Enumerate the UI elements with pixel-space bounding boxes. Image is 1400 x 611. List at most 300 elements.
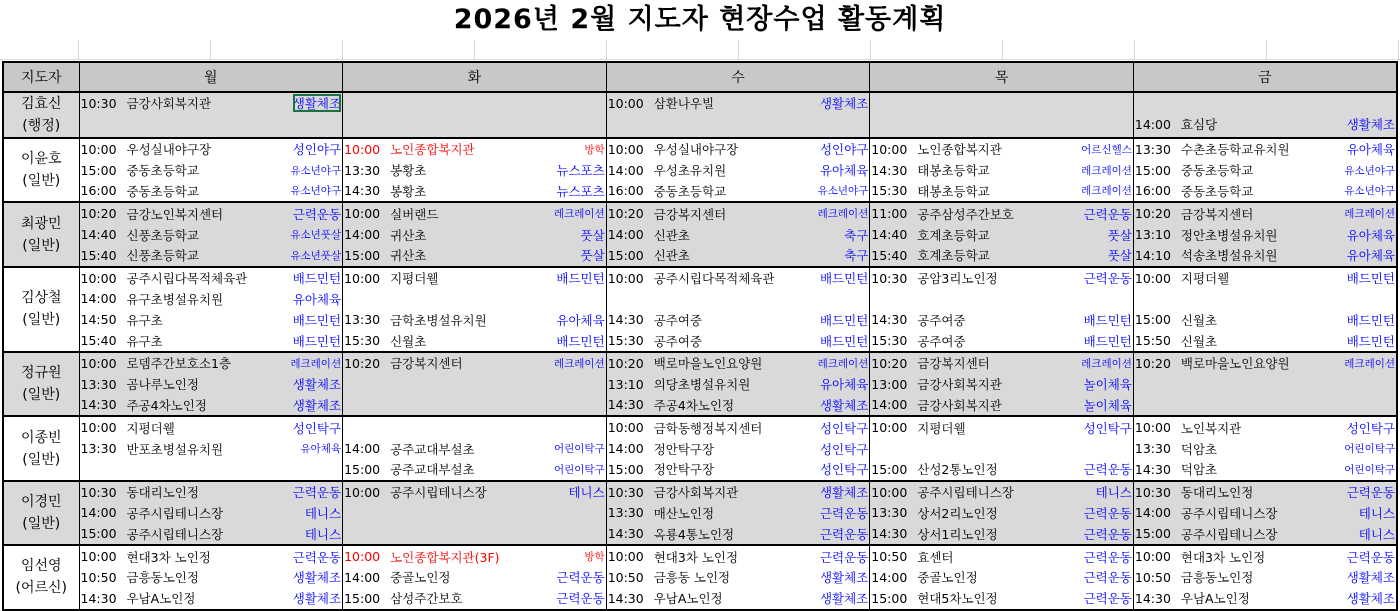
schedule-table bbox=[2, 61, 1398, 611]
day-cell[interactable] bbox=[870, 416, 1134, 480]
entry-place: 신풍초등학교 bbox=[126, 227, 199, 243]
entry-activity: 배드민턴 bbox=[1346, 271, 1395, 287]
day-cell[interactable] bbox=[343, 352, 607, 416]
leader-cell[interactable] bbox=[3, 416, 79, 480]
entry-activity: 성인탁구 bbox=[292, 420, 342, 436]
entry-activity: 배드민턴 bbox=[1083, 333, 1132, 349]
schedule-entry bbox=[80, 482, 343, 503]
header-row bbox=[3, 62, 1397, 92]
day-cell[interactable] bbox=[870, 92, 1134, 138]
entry-activity: 레크레이션 bbox=[1081, 164, 1132, 177]
day-cell[interactable] bbox=[79, 352, 343, 416]
entry-activity: 방학 bbox=[584, 143, 605, 156]
entry-time: 14:00 bbox=[344, 441, 381, 457]
day-cell[interactable] bbox=[79, 416, 343, 480]
entry-activity: 근력운동 bbox=[1083, 462, 1132, 478]
entry-time: 10:50 bbox=[1134, 569, 1171, 585]
leader-name: 김효신 bbox=[20, 96, 62, 112]
entry-place: 공주삼성주간보호 bbox=[917, 206, 1014, 222]
entry-place: 노인복지관 bbox=[1180, 420, 1242, 436]
entry-place: 귀산초 bbox=[390, 248, 427, 264]
entry-time: 15:00 bbox=[1134, 162, 1171, 178]
entry-activity: 배드민턴 bbox=[292, 271, 342, 287]
day-cell[interactable] bbox=[343, 202, 607, 266]
entry-place: 정안탁구장 bbox=[653, 441, 715, 457]
day-cell[interactable] bbox=[343, 92, 607, 138]
entry-place: 금강노인복지센터 bbox=[126, 206, 224, 222]
entry-time: 15:00 bbox=[871, 590, 908, 606]
entry-time: 10:00 bbox=[344, 549, 381, 565]
entry-activity: 테니스 bbox=[568, 485, 605, 501]
entry-place: 노인종합복지관 bbox=[917, 142, 1002, 158]
entry-time: 10:20 bbox=[607, 206, 644, 222]
entry-activity: 배드민턴 bbox=[1346, 333, 1395, 349]
schedule-entry bbox=[1134, 309, 1396, 330]
entry-activity: 놀이체육 bbox=[1083, 377, 1132, 393]
schedule-entry bbox=[343, 353, 606, 374]
schedule-entry bbox=[870, 330, 1133, 351]
entry-time: 14:40 bbox=[871, 227, 908, 243]
schedule-entry bbox=[343, 588, 606, 609]
entry-time: 14:30 bbox=[871, 162, 908, 178]
entry-place: 공주여중 bbox=[917, 312, 966, 328]
entry-place: 반포초병설유치원 bbox=[126, 441, 224, 457]
entry-activity: 생활체조 bbox=[292, 96, 342, 112]
entry-place: 호계초등학교 bbox=[917, 227, 990, 243]
entry-time: 14:00 bbox=[871, 569, 908, 585]
leader-cell[interactable] bbox=[3, 267, 79, 352]
entry-time: 14:00 bbox=[607, 227, 644, 243]
entry-time: 15:00 bbox=[344, 247, 381, 263]
day-cell[interactable] bbox=[606, 267, 870, 352]
entry-place: 수촌초등학교유치원 bbox=[1180, 142, 1290, 158]
leader-name: 임선영 bbox=[20, 558, 62, 575]
schedule-entry bbox=[343, 268, 606, 289]
schedule-entry bbox=[1134, 245, 1396, 266]
schedule-body bbox=[3, 92, 1397, 610]
entry-time: 15:40 bbox=[80, 247, 117, 263]
day-cell[interactable] bbox=[79, 202, 343, 266]
schedule-entry bbox=[80, 567, 343, 588]
entry-time: 10:00 bbox=[1134, 420, 1171, 436]
entry-activity: 배드민턴 bbox=[556, 271, 605, 287]
entry-activity: 근력운동 bbox=[556, 570, 605, 586]
schedule-entry bbox=[343, 309, 606, 330]
entry-time: 14:00 bbox=[80, 291, 117, 307]
entry-time: 13:30 bbox=[1134, 141, 1171, 157]
entry-activity: 어린이탁구 bbox=[1344, 443, 1395, 456]
entry-place: 금강복지센터 bbox=[653, 206, 727, 222]
leader-role: (일반) bbox=[22, 515, 61, 532]
entry-place: 현대3차 노인정 bbox=[126, 549, 211, 565]
entry-activity: 배드민턴 bbox=[292, 312, 342, 328]
entry-place: 백로마을노인요양원 bbox=[653, 356, 763, 372]
entry-activity: 생활체조 bbox=[292, 397, 342, 413]
entry-activity: 근력운동 bbox=[1083, 526, 1132, 542]
day-cell[interactable] bbox=[79, 545, 343, 609]
entry-time: 10:00 bbox=[607, 420, 644, 436]
schedule-entry bbox=[607, 181, 870, 202]
entry-activity: 성인야구 bbox=[292, 142, 342, 158]
schedule-entry bbox=[870, 482, 1133, 503]
schedule-entry bbox=[870, 567, 1133, 588]
entry-place: 우남A노인정 bbox=[1180, 591, 1250, 607]
day-cell[interactable] bbox=[870, 481, 1134, 545]
schedule-entry bbox=[1134, 567, 1396, 588]
schedule-entry bbox=[80, 523, 343, 544]
schedule-entry bbox=[343, 567, 606, 588]
entry-place: 유구초 bbox=[126, 312, 163, 328]
entry-time: 11:00 bbox=[871, 206, 908, 222]
entry-place: 정안탁구장 bbox=[653, 462, 715, 478]
entry-place: 유구초병설유치원 bbox=[126, 291, 224, 307]
day-cell[interactable] bbox=[870, 202, 1134, 266]
entry-place: 공주시립테니스장 bbox=[390, 485, 487, 501]
leader-cell[interactable] bbox=[3, 481, 79, 545]
day-cell[interactable] bbox=[343, 138, 607, 202]
entry-time: 10:20 bbox=[344, 355, 381, 371]
entry-place: 석송초병설유치원 bbox=[1180, 248, 1278, 264]
entry-time: 14:30 bbox=[1134, 461, 1171, 477]
schedule-entry bbox=[1134, 114, 1396, 135]
entry-place: 노인종합복지관 bbox=[390, 142, 475, 158]
schedule-entry bbox=[343, 139, 606, 160]
entry-time: 10:00 bbox=[607, 141, 644, 157]
entry-place: 금강복지센터 bbox=[917, 356, 990, 372]
entry-time: 15:40 bbox=[80, 333, 117, 349]
entry-place: 태봉초등학교 bbox=[917, 183, 990, 199]
header-day-wed[interactable]: 수 bbox=[606, 62, 870, 92]
leader-role: (일반) bbox=[22, 451, 61, 468]
schedule-entry bbox=[80, 546, 343, 567]
entry-place: 신월초 bbox=[1180, 333, 1218, 349]
entry-time: 10:50 bbox=[871, 549, 908, 565]
leader-cell[interactable] bbox=[3, 92, 79, 138]
entry-time: 10:00 bbox=[344, 206, 381, 222]
entry-time: 13:10 bbox=[1134, 227, 1171, 243]
entry-time: 14:00 bbox=[80, 505, 117, 521]
entry-time: 14:00 bbox=[1134, 116, 1171, 132]
entry-time: 15:40 bbox=[871, 247, 908, 263]
entry-place: 상서2리노인정 bbox=[917, 505, 998, 521]
schedule-entry bbox=[607, 567, 870, 588]
entry-activity: 유아체육 bbox=[819, 163, 869, 179]
day-cell[interactable] bbox=[1133, 416, 1397, 480]
entry-place: 공주여중 bbox=[917, 333, 966, 349]
entry-place: 공주시립테니스장 bbox=[126, 505, 224, 521]
schedule-entry bbox=[80, 395, 343, 416]
entry-activity: 유소년야구 bbox=[290, 185, 342, 198]
day-cell[interactable] bbox=[1133, 92, 1397, 138]
schedule-entry bbox=[607, 417, 870, 438]
day-cell[interactable] bbox=[1133, 545, 1397, 609]
entry-time: 10:30 bbox=[80, 484, 117, 500]
day-cell[interactable] bbox=[79, 267, 343, 352]
day-cell[interactable] bbox=[343, 416, 607, 480]
day-cell[interactable] bbox=[606, 481, 870, 545]
schedule-entry bbox=[607, 503, 870, 524]
entry-activity: 유아체육 bbox=[1346, 227, 1395, 243]
entry-time: 10:00 bbox=[80, 420, 117, 436]
day-cell[interactable] bbox=[606, 416, 870, 480]
entry-time: 14:30 bbox=[871, 312, 908, 328]
entry-activity: 성인탁구 bbox=[1083, 420, 1132, 436]
header-day-thu[interactable]: 목 bbox=[870, 62, 1134, 92]
entry-activity: 성인탁구 bbox=[819, 420, 869, 436]
schedule-entry bbox=[80, 93, 343, 114]
entry-place: 삼성주간보호 bbox=[390, 591, 463, 607]
leader-cell[interactable] bbox=[3, 202, 79, 266]
entry-place: 금학동행정복지센터 bbox=[653, 420, 763, 436]
schedule-entry bbox=[80, 588, 343, 609]
schedule-entry bbox=[870, 374, 1133, 395]
entry-place: 공주시립다목적체육관 bbox=[126, 271, 248, 287]
entry-time: 14:00 bbox=[607, 162, 644, 178]
schedule-entry bbox=[1134, 93, 1396, 114]
entry-time: 10:20 bbox=[80, 206, 117, 222]
entry-activity: 축구 bbox=[844, 248, 869, 264]
day-cell[interactable] bbox=[606, 138, 870, 202]
schedule-entry bbox=[607, 309, 870, 330]
entry-time: 14:00 bbox=[1134, 505, 1171, 521]
entry-activity: 레크레이션 bbox=[817, 208, 869, 221]
entry-time: 14:00 bbox=[344, 227, 381, 243]
entry-place: 금강사회복지관 bbox=[917, 397, 1002, 413]
schedule-entry bbox=[870, 546, 1133, 567]
schedule-entry bbox=[607, 93, 870, 114]
entry-place: 지평더웰 bbox=[126, 420, 175, 436]
entry-place: 금흥동노인정 bbox=[1180, 570, 1254, 586]
entry-time: 10:50 bbox=[607, 569, 644, 585]
entry-time: 15:00 bbox=[344, 461, 381, 477]
entry-time: 10:00 bbox=[607, 270, 644, 286]
entry-place: 유구초 bbox=[126, 333, 163, 349]
schedule-entry bbox=[343, 289, 606, 310]
entry-activity: 생활체조 bbox=[819, 591, 869, 607]
schedule-entry bbox=[1134, 160, 1396, 181]
leader-cell[interactable] bbox=[3, 352, 79, 416]
entry-activity: 방학 bbox=[584, 551, 605, 564]
entry-place: 공주교대부설초 bbox=[390, 462, 475, 478]
schedule-entry bbox=[80, 160, 343, 181]
schedule-entry bbox=[607, 353, 870, 374]
entry-place: 봉황초 bbox=[390, 163, 427, 179]
entry-place: 주공4차노인정 bbox=[653, 397, 735, 413]
day-cell[interactable] bbox=[870, 138, 1134, 202]
leader-row bbox=[3, 138, 1397, 202]
day-cell[interactable] bbox=[606, 202, 870, 266]
entry-time: 10:30 bbox=[1134, 484, 1171, 500]
entry-time: 10:00 bbox=[1134, 549, 1171, 565]
entry-place: 신관초 bbox=[653, 227, 690, 243]
entry-activity: 풋살 bbox=[580, 248, 605, 264]
entry-place: 의당초병설유치원 bbox=[653, 377, 751, 393]
entry-place: 공주여중 bbox=[653, 333, 702, 349]
entry-time: 16:00 bbox=[607, 183, 644, 199]
entry-activity: 어린이탁구 bbox=[553, 463, 605, 476]
schedule-entry bbox=[1134, 417, 1396, 438]
entry-time: 13:30 bbox=[344, 162, 381, 178]
entry-activity: 근력운동 bbox=[1083, 505, 1132, 521]
entry-time: 14:30 bbox=[607, 312, 644, 328]
day-cell[interactable] bbox=[343, 545, 607, 609]
entry-time: 14:30 bbox=[607, 590, 644, 606]
schedule-entry bbox=[607, 203, 870, 224]
schedule-entry bbox=[80, 417, 343, 438]
entry-activity: 어르신헬스 bbox=[1081, 143, 1132, 156]
entry-place: 중동초등학교 bbox=[1180, 183, 1254, 199]
entry-place: 공주여중 bbox=[653, 312, 702, 328]
entry-place: 지평더웰 bbox=[917, 420, 966, 436]
entry-activity: 근력운동 bbox=[1083, 549, 1132, 565]
entry-time: 15:30 bbox=[871, 183, 908, 199]
leader-cell[interactable] bbox=[3, 138, 79, 202]
schedule-entry bbox=[870, 224, 1133, 245]
entry-activity: 뉴스포츠 bbox=[556, 183, 605, 199]
entry-activity: 성인야구 bbox=[819, 142, 869, 158]
entry-activity: 근력운동 bbox=[1346, 549, 1395, 565]
schedule-entry bbox=[343, 203, 606, 224]
schedule-entry bbox=[870, 309, 1133, 330]
entry-time: 15:00 bbox=[1134, 312, 1171, 328]
day-cell[interactable] bbox=[1133, 352, 1397, 416]
leader-row bbox=[3, 92, 1397, 138]
header-day-mon[interactable]: 월 bbox=[79, 62, 343, 92]
schedule-entry bbox=[1134, 139, 1396, 160]
schedule-entry bbox=[343, 438, 606, 459]
schedule-entry bbox=[1134, 503, 1396, 524]
entry-activity: 레크레이션 bbox=[1081, 357, 1132, 370]
entry-time: 10:00 bbox=[607, 549, 644, 565]
entry-activity: 근력운동 bbox=[292, 549, 342, 565]
day-cell[interactable] bbox=[606, 92, 870, 138]
leader-role: (일반) bbox=[22, 237, 61, 254]
schedule-entry bbox=[343, 160, 606, 181]
entry-activity: 레크레이션 bbox=[1344, 208, 1395, 221]
entry-place: 우남A노인정 bbox=[653, 591, 723, 607]
entry-activity: 근력운동 bbox=[1083, 570, 1132, 586]
entry-time: 15:30 bbox=[871, 333, 908, 349]
entry-time: 10:00 bbox=[1134, 270, 1171, 286]
schedule-entry bbox=[870, 459, 1133, 480]
day-cell[interactable] bbox=[606, 352, 870, 416]
entry-activity: 풋살 bbox=[1107, 227, 1132, 243]
schedule-entry bbox=[607, 268, 870, 289]
entry-activity: 근력운동 bbox=[292, 485, 342, 501]
day-cell[interactable] bbox=[79, 92, 343, 138]
entry-activity: 생활체조 bbox=[819, 397, 869, 413]
entry-activity: 근력운동 bbox=[819, 505, 869, 521]
schedule-entry bbox=[80, 224, 343, 245]
day-cell[interactable] bbox=[1133, 481, 1397, 545]
day-cell[interactable] bbox=[343, 267, 607, 352]
schedule-entry bbox=[870, 139, 1133, 160]
day-cell[interactable] bbox=[870, 352, 1134, 416]
schedule-entry bbox=[80, 268, 343, 289]
entry-activity: 배드민턴 bbox=[1083, 312, 1132, 328]
leader-role: (일반) bbox=[22, 312, 61, 329]
entry-time: 10:20 bbox=[871, 355, 908, 371]
entry-activity: 풋살 bbox=[580, 227, 605, 243]
leader-name: 정규원 bbox=[20, 365, 62, 382]
entry-activity: 생활체조 bbox=[1346, 117, 1395, 133]
entry-place: 매산노인정 bbox=[653, 505, 715, 521]
entry-time: 10:30 bbox=[607, 484, 644, 500]
schedule-entry bbox=[1134, 438, 1396, 459]
entry-time: 13:30 bbox=[871, 505, 908, 521]
entry-activity: 레크레이션 bbox=[1081, 185, 1132, 198]
day-cell[interactable] bbox=[79, 138, 343, 202]
entry-activity: 배드민턴 bbox=[292, 333, 342, 349]
leader-role: (일반) bbox=[22, 173, 61, 190]
schedule-entry bbox=[80, 245, 343, 266]
entry-activity: 생활체조 bbox=[1346, 591, 1395, 607]
day-cell[interactable] bbox=[870, 545, 1134, 609]
entry-activity: 유아체육 bbox=[300, 443, 342, 456]
entry-place: 중동초등학교 bbox=[126, 183, 199, 199]
entry-time: 16:00 bbox=[1134, 183, 1171, 199]
entry-time: 14:30 bbox=[80, 590, 117, 606]
schedule-entry bbox=[1134, 546, 1396, 567]
schedule-entry bbox=[343, 546, 606, 567]
entry-activity: 근력운동 bbox=[1346, 485, 1395, 501]
entry-place: 옥룡4통노인정 bbox=[653, 526, 735, 542]
schedule-entry bbox=[343, 482, 606, 503]
leader-name: 김상철 bbox=[20, 290, 62, 307]
leader-name: 이종빈 bbox=[20, 429, 62, 446]
entry-place: 곰나루노인정 bbox=[126, 377, 199, 393]
schedule-entry bbox=[607, 395, 870, 416]
entry-place: 정안초병설유치원 bbox=[1180, 227, 1278, 243]
schedule-entry bbox=[870, 160, 1133, 181]
entry-time: 13:00 bbox=[871, 376, 908, 392]
entry-place: 호계초등학교 bbox=[917, 248, 990, 264]
entry-time: 13:30 bbox=[607, 505, 644, 521]
schedule-entry bbox=[870, 438, 1133, 459]
day-cell[interactable] bbox=[1133, 267, 1397, 352]
schedule-entry bbox=[1134, 203, 1396, 224]
day-cell[interactable] bbox=[606, 545, 870, 609]
schedule-entry bbox=[80, 309, 343, 330]
entry-time: 14:10 bbox=[1134, 247, 1171, 263]
entry-place: 중동초등학교 bbox=[126, 163, 199, 179]
entry-place: 백로마을노인요양원 bbox=[1180, 356, 1290, 372]
leader-name: 이윤호 bbox=[20, 151, 62, 168]
header-day-tue[interactable]: 화 bbox=[343, 62, 607, 92]
entry-place: 금강복지센터 bbox=[390, 356, 463, 372]
entry-time: 15:00 bbox=[1134, 526, 1171, 542]
entry-time: 10:00 bbox=[871, 141, 908, 157]
header-leader[interactable]: 지도자 bbox=[3, 62, 79, 92]
entry-time: 15:30 bbox=[607, 333, 644, 349]
entry-time: 14:00 bbox=[607, 441, 644, 457]
entry-time: 14:40 bbox=[80, 227, 117, 243]
entry-activity: 성인탁구 bbox=[1346, 420, 1395, 436]
entry-time: 13:10 bbox=[607, 376, 644, 392]
entry-activity: 근력운동 bbox=[1083, 206, 1132, 222]
header-day-fri[interactable]: 금 bbox=[1133, 62, 1397, 92]
schedule-entry bbox=[1134, 523, 1396, 544]
day-cell[interactable] bbox=[1133, 138, 1397, 202]
entry-activity: 유소년풋살 bbox=[290, 249, 342, 262]
day-cell[interactable] bbox=[343, 481, 607, 545]
day-cell[interactable] bbox=[79, 481, 343, 545]
leader-cell[interactable] bbox=[3, 545, 79, 609]
day-cell[interactable] bbox=[1133, 202, 1397, 266]
day-cell[interactable] bbox=[870, 267, 1134, 352]
entry-time: 14:30 bbox=[344, 183, 381, 199]
schedule-entry bbox=[80, 374, 343, 395]
